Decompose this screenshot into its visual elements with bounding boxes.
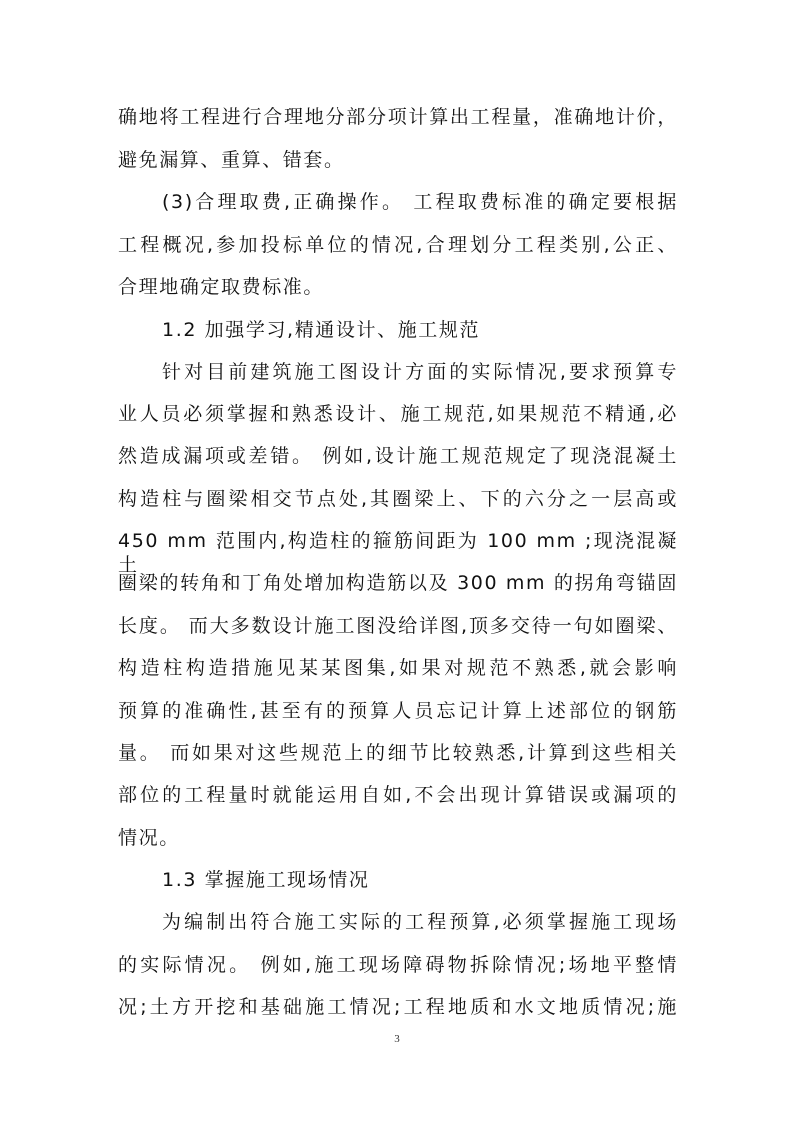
text-line: 量。 而如果对这些规范上的细节比较熟悉,计算到这些相关 xyxy=(118,742,678,764)
section-heading: 1.3 掌握施工现场情况 xyxy=(162,869,370,891)
text-line: 构造柱构造措施见某某图集,如果对规范不熟悉,就会影响 xyxy=(118,657,678,679)
text-line: 针对目前建筑施工图设计方面的实际情况,要求预算专 xyxy=(162,361,678,383)
text-line: 圈梁的转角和丁角处增加构造筋以及 300 mm 的拐角弯锚固 xyxy=(118,572,678,594)
text-line: 工程概况,参加投标单位的情况,合理划分工程类别,公正、 xyxy=(118,234,678,256)
text-line: 确地将工程进行合理地分部分项计算出工程量，准确地计价， xyxy=(118,106,678,128)
text-line: 为编制出符合施工实际的工程预算,必须掌握施工现场 xyxy=(162,911,678,933)
text-line: 然造成漏项或差错。 例如,设计施工规范规定了现浇混凝土 xyxy=(118,445,678,467)
text-line: 构造柱与圈梁相交节点处,其圈梁上、下的六分之一层高或 xyxy=(118,488,678,510)
text-line: 合理地确定取费标准。 xyxy=(118,276,325,298)
text-line: (3)合理取费,正确操作。 工程取费标准的确定要根据 xyxy=(162,191,678,213)
text-line: 避免漏算、重算、错套。 xyxy=(118,149,345,171)
text-line: 情况。 xyxy=(118,827,180,849)
text-line: 长度。 而大多数设计施工图没给详图,顶多交待一句如圈梁、 xyxy=(118,615,678,637)
text-line: 况;土方开挖和基础施工情况;工程地质和水文地质情况;施 xyxy=(118,996,678,1018)
text-line: 部位的工程量时就能运用自如,不会出现计算错误或漏项的 xyxy=(118,784,678,806)
text-line: 预算的准确性,甚至有的预算人员忘记计算上述部位的钢筋 xyxy=(118,700,678,722)
page-number: 3 xyxy=(394,1033,400,1045)
text-line: 450 mm 范围内,构造柱的箍筋间距为 100 mm ;现浇混凝土 xyxy=(118,530,678,576)
text-line: 业人员必须掌握和熟悉设计、施工规范,如果规范不精通,必 xyxy=(118,403,678,425)
section-heading: 1.2 加强学习,精通设计、施工规范 xyxy=(162,319,481,341)
text-line: 的实际情况。 例如,施工现场障碍物拆除情况;场地平整情 xyxy=(118,954,678,976)
